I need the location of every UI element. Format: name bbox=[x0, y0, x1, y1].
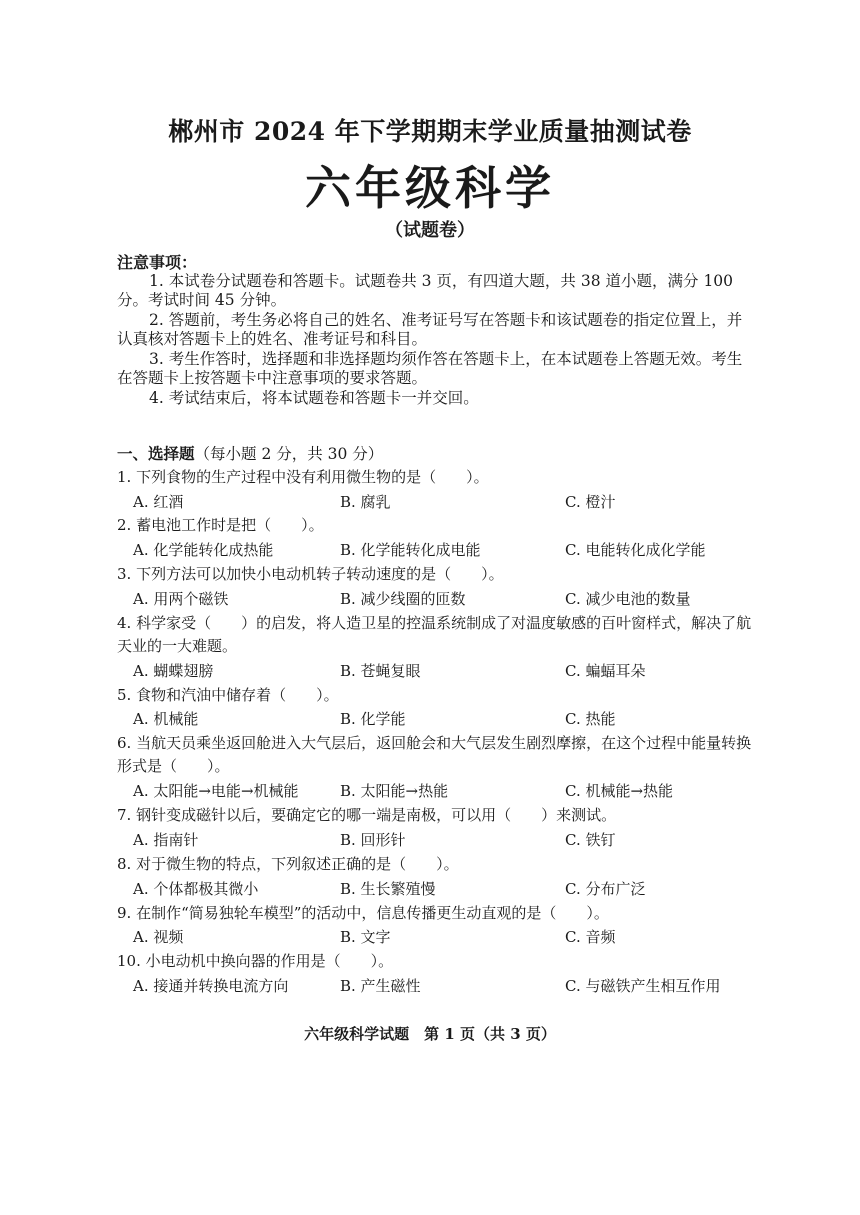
question-2-options bbox=[133, 539, 753, 562]
exam-title: 郴州市 2024 年下学期期末学业质量抽测试卷 bbox=[168, 117, 692, 146]
option-a: A. 机械能 bbox=[133, 710, 199, 728]
question-3 bbox=[117, 563, 757, 586]
question-8 bbox=[117, 853, 757, 876]
option-c: C. 橙汁 bbox=[565, 493, 616, 511]
option-a: A. 接通并转换电流方向 bbox=[133, 977, 289, 995]
notice-item-1 bbox=[117, 272, 757, 310]
notice-item-text: 3. 考生作答时，选择题和非选择题均须作答在答题卡上，在本试题卷上答题无效。考生在答题卡上按答题卡中注意事项的要求答题。 bbox=[117, 350, 743, 387]
section-detail: （每小题 2 分，共 30 分） bbox=[194, 445, 384, 463]
option-b: B. 化学能 bbox=[340, 710, 406, 728]
section-heading bbox=[117, 442, 383, 464]
page-footer: 六年级科学试题 第 1 页（共 3 页） bbox=[304, 1025, 556, 1043]
option-a: A. 红酒 bbox=[133, 493, 184, 511]
question-6-options bbox=[133, 780, 753, 803]
question-3-options bbox=[133, 588, 753, 611]
option-c: C. 电能转化成化学能 bbox=[565, 541, 706, 559]
option-b: B. 回形针 bbox=[340, 831, 406, 849]
question-stem: 4. 科学家受（ ）的启发，将人造卫星的控温系统制成了对温度敏感的百叶窗样式，解决了航天业的一大难题。 bbox=[117, 614, 752, 655]
notice-item-3 bbox=[117, 350, 757, 388]
option-a: A. 用两个磁铁 bbox=[133, 590, 229, 608]
option-a: A. 太阳能→电能→机械能 bbox=[133, 782, 299, 800]
section-title: 一、选择题 bbox=[117, 445, 195, 463]
question-10 bbox=[117, 950, 757, 973]
question-7 bbox=[117, 804, 757, 827]
question-5 bbox=[117, 684, 757, 707]
notice-item-2 bbox=[117, 311, 757, 349]
question-stem: 9. 在制作“简易独轮车模型”的活动中，信息传播更生动直观的是（ ）。 bbox=[117, 904, 609, 922]
option-b: B. 减少线圈的匝数 bbox=[340, 590, 466, 608]
notice-item-text: 1. 本试卷分试题卷和答题卡。试题卷共 3 页，有四道大题，共 38 道小题，满分 100 分。考试时间 45 分钟。 bbox=[117, 272, 734, 309]
question-stem: 1. 下列食物的生产过程中没有利用微生物的是（ ）。 bbox=[117, 468, 489, 486]
question-4-options bbox=[133, 660, 753, 683]
notice-item-text: 4. 考试结束后，将本试题卷和答题卡一并交回。 bbox=[149, 389, 479, 407]
question-stem: 6. 当航天员乘坐返回舱进入大气层后，返回舱会和大气层发生剧烈摩擦，在这个过程中能量转换形式是（ ）。 bbox=[117, 734, 752, 775]
question-stem: 5. 食物和汽油中储存着（ ）。 bbox=[117, 686, 339, 704]
option-c: C. 铁钉 bbox=[565, 831, 616, 849]
question-4 bbox=[117, 612, 757, 658]
question-1-options bbox=[133, 491, 753, 514]
question-10-options bbox=[133, 975, 753, 998]
volume-label: （试题卷） bbox=[385, 220, 475, 241]
notice-item-4 bbox=[117, 389, 757, 408]
option-b: B. 文字 bbox=[340, 928, 391, 946]
option-c: C. 与磁铁产生相互作用 bbox=[565, 977, 721, 995]
option-b: B. 生长繁殖慢 bbox=[340, 880, 436, 898]
option-a: A. 视频 bbox=[133, 928, 184, 946]
option-c: C. 分布广泛 bbox=[565, 880, 646, 898]
question-1 bbox=[117, 466, 757, 489]
question-8-options bbox=[133, 878, 753, 901]
question-stem: 7. 钢针变成磁针以后，要确定它的哪一端是南极，可以用（ ）来测试。 bbox=[117, 806, 617, 824]
option-c: C. 机械能→热能 bbox=[565, 782, 674, 800]
option-b: B. 腐乳 bbox=[340, 493, 391, 511]
notice-item-text: 2. 答题前，考生务必将自己的姓名、准考证号写在答题卡和该试题卷的指定位置上，并认真核对答题卡上的姓名、准考证号和科目。 bbox=[117, 311, 743, 348]
option-a: A. 指南针 bbox=[133, 831, 199, 849]
notice-heading: 注意事项： bbox=[117, 253, 198, 272]
question-stem: 3. 下列方法可以加快小电动机转子转动速度的是（ ）。 bbox=[117, 565, 504, 583]
question-7-options bbox=[133, 829, 753, 852]
option-c: C. 蝙蝠耳朵 bbox=[565, 662, 646, 680]
option-a: A. 蝴蝶翅膀 bbox=[133, 662, 214, 680]
option-a: A. 化学能转化成热能 bbox=[133, 541, 274, 559]
option-b: B. 太阳能→热能 bbox=[340, 782, 449, 800]
option-b: B. 苍蝇复眼 bbox=[340, 662, 421, 680]
option-a: A. 个体都极其微小 bbox=[133, 880, 259, 898]
question-stem: 10. 小电动机中换向器的作用是（ ）。 bbox=[117, 952, 394, 970]
question-9 bbox=[117, 902, 757, 925]
option-b: B. 化学能转化成电能 bbox=[340, 541, 481, 559]
question-2 bbox=[117, 514, 757, 537]
question-stem: 2. 蓄电池工作时是把（ ）。 bbox=[117, 516, 324, 534]
question-5-options bbox=[133, 708, 753, 731]
question-stem: 8. 对于微生物的特点，下列叙述正确的是（ ）。 bbox=[117, 855, 459, 873]
question-6 bbox=[117, 732, 757, 778]
option-c: C. 音频 bbox=[565, 928, 616, 946]
question-9-options bbox=[133, 926, 753, 949]
subject-title: 六年级科学 bbox=[305, 161, 555, 215]
option-c: C. 减少电池的数量 bbox=[565, 590, 691, 608]
option-b: B. 产生磁性 bbox=[340, 977, 421, 995]
option-c: C. 热能 bbox=[565, 710, 616, 728]
